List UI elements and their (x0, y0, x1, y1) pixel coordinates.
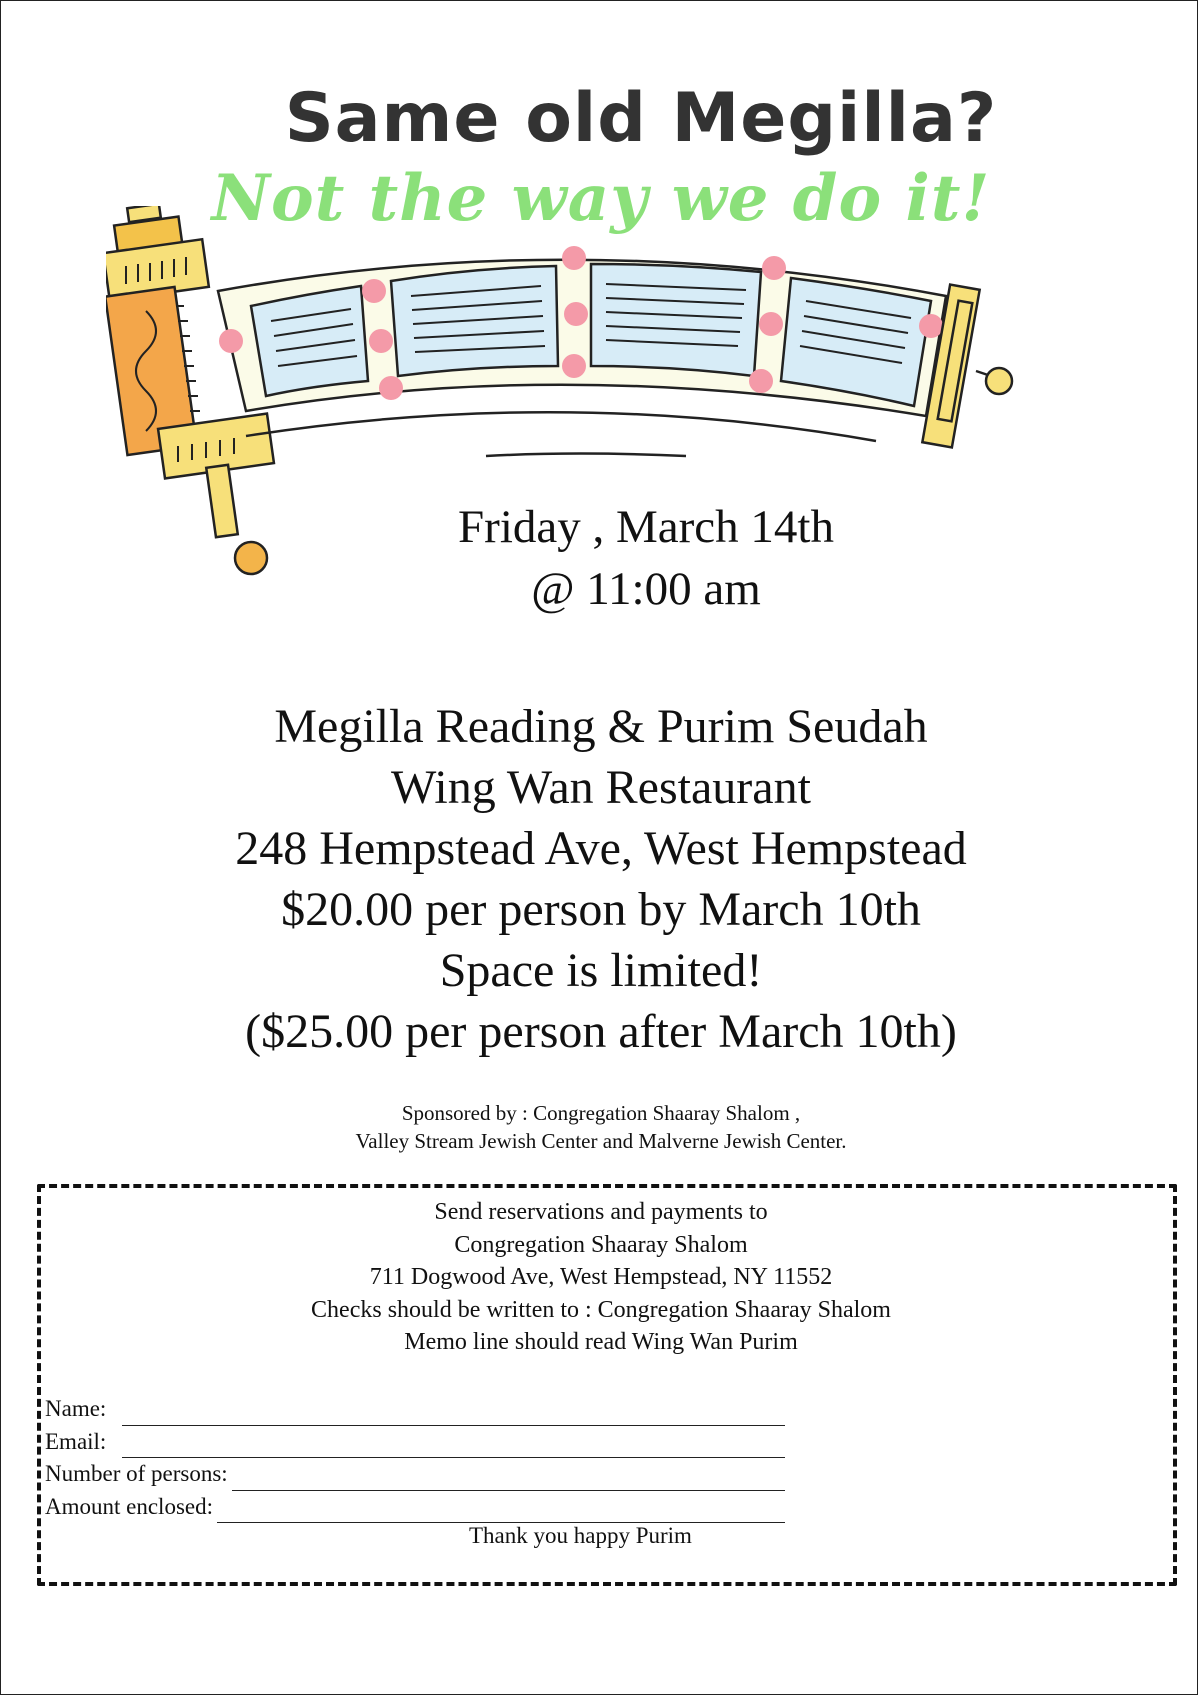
event-venue: Wing Wan Restaurant (391, 761, 811, 814)
reservation-line: 711 Dogwood Ave, West Hempstead, NY 11552 (369, 1264, 833, 1290)
sponsor-line-1: Sponsored by : Congregation Shaaray Shalom , (401, 1101, 801, 1125)
amount-label: Amount enclosed: (45, 1493, 213, 1519)
name-label: Name: (45, 1396, 107, 1421)
sponsor-note (1, 1099, 1198, 1155)
event-title: Megilla Reading & Purim Seudah (274, 700, 928, 753)
event-details (1, 696, 1198, 1062)
name-field[interactable] (122, 1401, 785, 1426)
headline-subtitle: Not the way we do it! (211, 161, 991, 236)
event-date-time: @ 11:00 am (531, 563, 761, 615)
event-late-price: ($25.00 per person after March 10th) (245, 1005, 957, 1058)
reservation-line: Memo line should read Wing Wan Purim (404, 1329, 798, 1355)
headline-title: Same old Megilla? (284, 79, 998, 158)
event-date-day: Friday , March 14th (458, 501, 834, 553)
form-row-amount (45, 1491, 785, 1524)
persons-field[interactable] (232, 1466, 785, 1491)
event-address: 248 Hempstead Ave, West Hempstead (235, 822, 967, 875)
thank-you-note: Thank you happy Purim (469, 1523, 692, 1548)
form-row-persons (45, 1458, 785, 1491)
event-date (301, 496, 991, 620)
sponsor-line-2: Valley Stream Jewish Center and Malverne Jewish Center. (355, 1129, 847, 1153)
reservation-line: Send reservations and payments to (434, 1199, 768, 1225)
email-label: Email: (45, 1428, 107, 1454)
form-row-email (45, 1426, 785, 1459)
reservation-line: Checks should be written to : Congregation Shaaray Shalom (311, 1296, 891, 1323)
reservation-form (45, 1393, 785, 1523)
form-row-name (45, 1393, 785, 1426)
event-price: $20.00 per person by March 10th (281, 883, 921, 936)
email-field[interactable] (122, 1433, 785, 1458)
reservation-line: Congregation Shaaray Shalom (454, 1231, 748, 1258)
amount-field[interactable] (217, 1498, 785, 1523)
reservation-instructions (1, 1196, 1198, 1359)
persons-label: Number of persons: (45, 1461, 228, 1486)
event-space-note: Space is limited! (439, 944, 763, 997)
